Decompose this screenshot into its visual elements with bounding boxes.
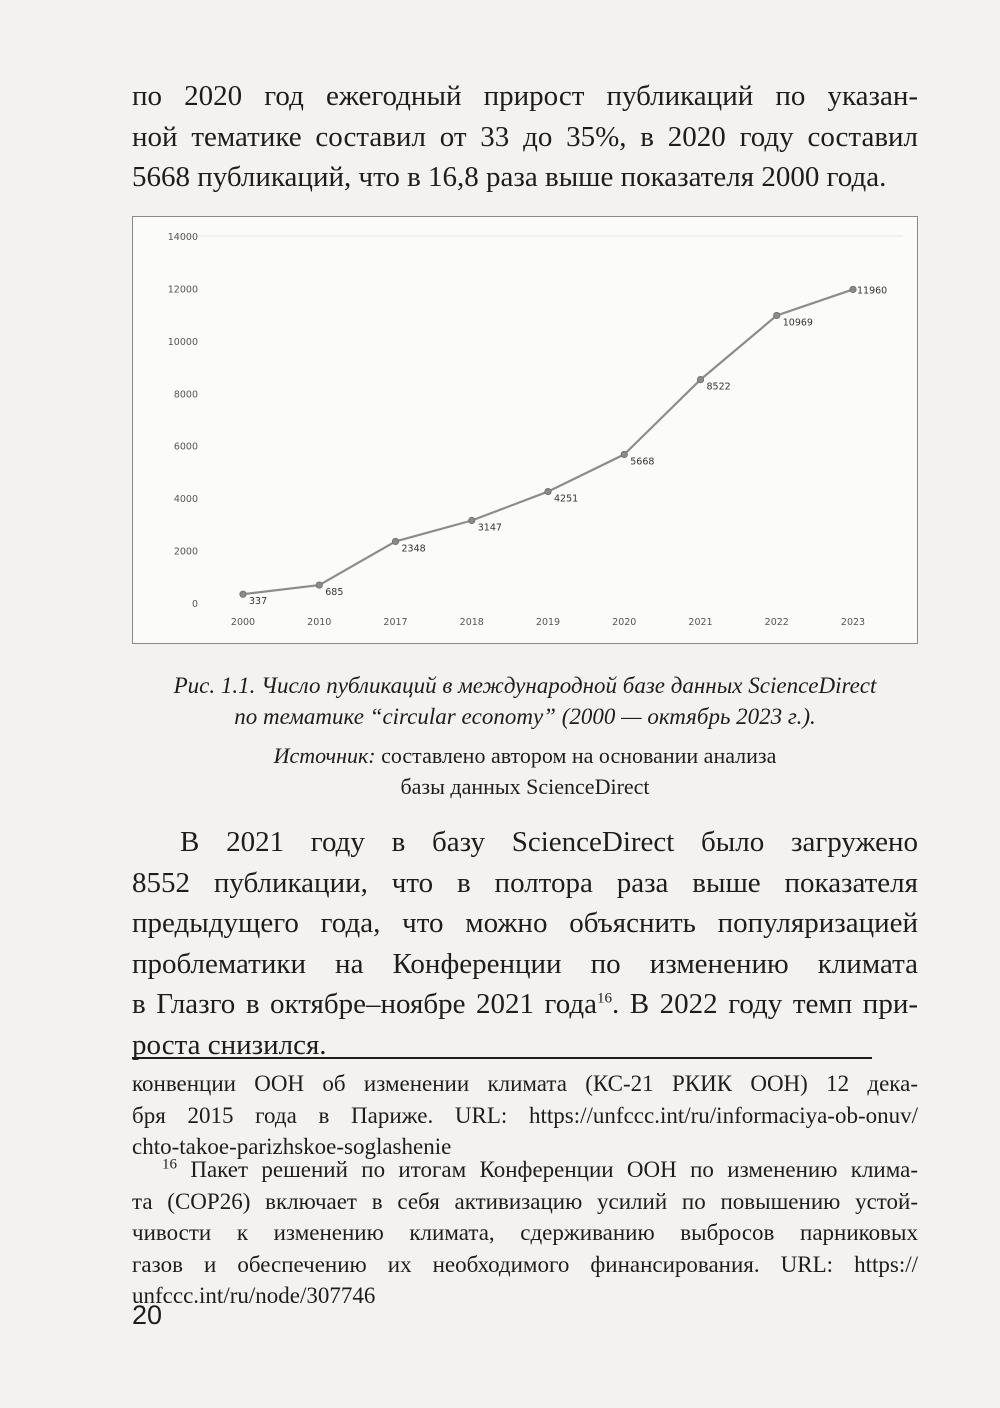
text-segment: В 2021 году в базу ScienceDirect было загружено xyxy=(180,826,918,858)
text-line xyxy=(132,984,918,1025)
x-tick-label: 2021 xyxy=(688,617,713,628)
text-line: роста снизился. xyxy=(132,1028,327,1061)
data-point xyxy=(469,517,475,523)
data-point xyxy=(850,286,856,292)
text-line: предыдущего года, что можно объяснить популяризацией xyxy=(132,907,918,939)
footnote-line: конвенции ООН об изменении климата (КС-21 РКИК ООН) 12 дека- xyxy=(132,1071,918,1096)
footnote-divider xyxy=(132,1057,872,1059)
x-tick-label: 2010 xyxy=(307,617,332,628)
figure-source xyxy=(132,740,918,802)
data-label: 11960 xyxy=(857,285,888,297)
y-tick-label: 10000 xyxy=(167,336,198,348)
paragraph-top xyxy=(132,76,918,198)
text-line: 8552 публикации, что в полтора раза выше показателя xyxy=(132,866,918,899)
data-label: 2348 xyxy=(401,543,426,555)
y-tick-label: 0 xyxy=(191,599,198,610)
footnote-ref: 16 xyxy=(597,990,612,1007)
data-label: 5668 xyxy=(630,456,655,468)
text-line: проблематики на Конференции по изменению климата xyxy=(132,947,918,980)
footnote-line: бря 2015 года в Париже. URL: https://unfccc.int/ru/informaciya-ob-onuv/ xyxy=(132,1102,918,1128)
x-tick-label: 2018 xyxy=(459,617,484,628)
publications-chart xyxy=(132,216,918,644)
data-point xyxy=(697,376,703,382)
x-tick-label: 2020 xyxy=(612,617,637,628)
source-label: Источник: xyxy=(273,743,376,768)
data-point xyxy=(240,591,246,597)
source-text: базы данных ScienceDirect xyxy=(400,774,650,799)
x-tick-label: 2000 xyxy=(230,617,256,628)
text-segment: Пакет решений по итогам Конференции ООН по изменению клима- xyxy=(177,1157,918,1182)
source-text: составлено автором на основании анализа xyxy=(375,743,777,768)
y-tick-label: 6000 xyxy=(173,441,198,453)
figure-caption xyxy=(132,670,918,732)
data-label: 4251 xyxy=(554,493,579,505)
y-tick-label: 8000 xyxy=(173,389,198,401)
series-line xyxy=(243,289,853,594)
x-tick-label: 2017 xyxy=(383,617,408,628)
y-tick-label: 12000 xyxy=(167,284,198,296)
chart-svg xyxy=(133,217,919,645)
data-label: 337 xyxy=(249,596,268,608)
data-point xyxy=(545,488,551,494)
y-tick-label: 2000 xyxy=(173,546,198,558)
footnote-line: чивости к изменению климата, сдерживанию выбросов парниковых xyxy=(132,1220,918,1245)
figure-caption-line: Рис. 1.1. Число публикаций в международной базе данных ScienceDirect xyxy=(173,673,877,698)
x-tick-label: 2022 xyxy=(764,617,789,628)
footnote-line xyxy=(132,1154,918,1186)
text-line: по 2020 год ежегодный прирост публикаций по указан- xyxy=(132,80,918,112)
footnote-line: газов и обеспечению их необходимого финансирования. URL: https:// xyxy=(132,1251,918,1277)
y-tick-label: 4000 xyxy=(173,494,198,506)
figure-caption-line: по тематике “circular economy” (2000 — октябрь 2023 г.). xyxy=(234,704,816,729)
data-label: 3147 xyxy=(477,522,502,534)
text-line: 5668 публикаций, что в 16,8 раза выше показателя 2000 года. xyxy=(132,161,887,193)
footnote-line: та (COP26) включает в себя активизацию усилий по повышению устой- xyxy=(132,1188,918,1214)
x-tick-label: 2023 xyxy=(840,617,866,628)
data-point xyxy=(316,582,322,588)
y-tick-label: 14000 xyxy=(167,232,198,243)
data-point xyxy=(774,312,780,318)
data-point xyxy=(392,538,398,544)
text-segment: в Глазго в октябре–ноябре 2021 года xyxy=(132,988,597,1020)
footnote-line: chto-takoe-parizhskoe-soglashenie xyxy=(132,1134,452,1159)
footnote-continued xyxy=(132,1068,918,1163)
page-number: 20 xyxy=(132,1300,163,1330)
data-point xyxy=(621,451,627,457)
text-line xyxy=(132,822,918,863)
paragraph-main xyxy=(132,822,918,1065)
text-segment: . В 2022 году темп при- xyxy=(612,988,918,1020)
footnote-line: unfccc.int/ru/node/307746 xyxy=(132,1283,376,1308)
data-label: 10969 xyxy=(782,317,813,329)
text-line: ной тематике составил от 33 до 35%, в 2020 году составил xyxy=(132,120,918,153)
x-tick-label: 2019 xyxy=(535,617,561,628)
footnote-marker: 16 xyxy=(162,1156,177,1173)
footnote-16 xyxy=(132,1154,918,1312)
data-label: 685 xyxy=(325,587,344,599)
data-label: 8522 xyxy=(706,381,731,393)
